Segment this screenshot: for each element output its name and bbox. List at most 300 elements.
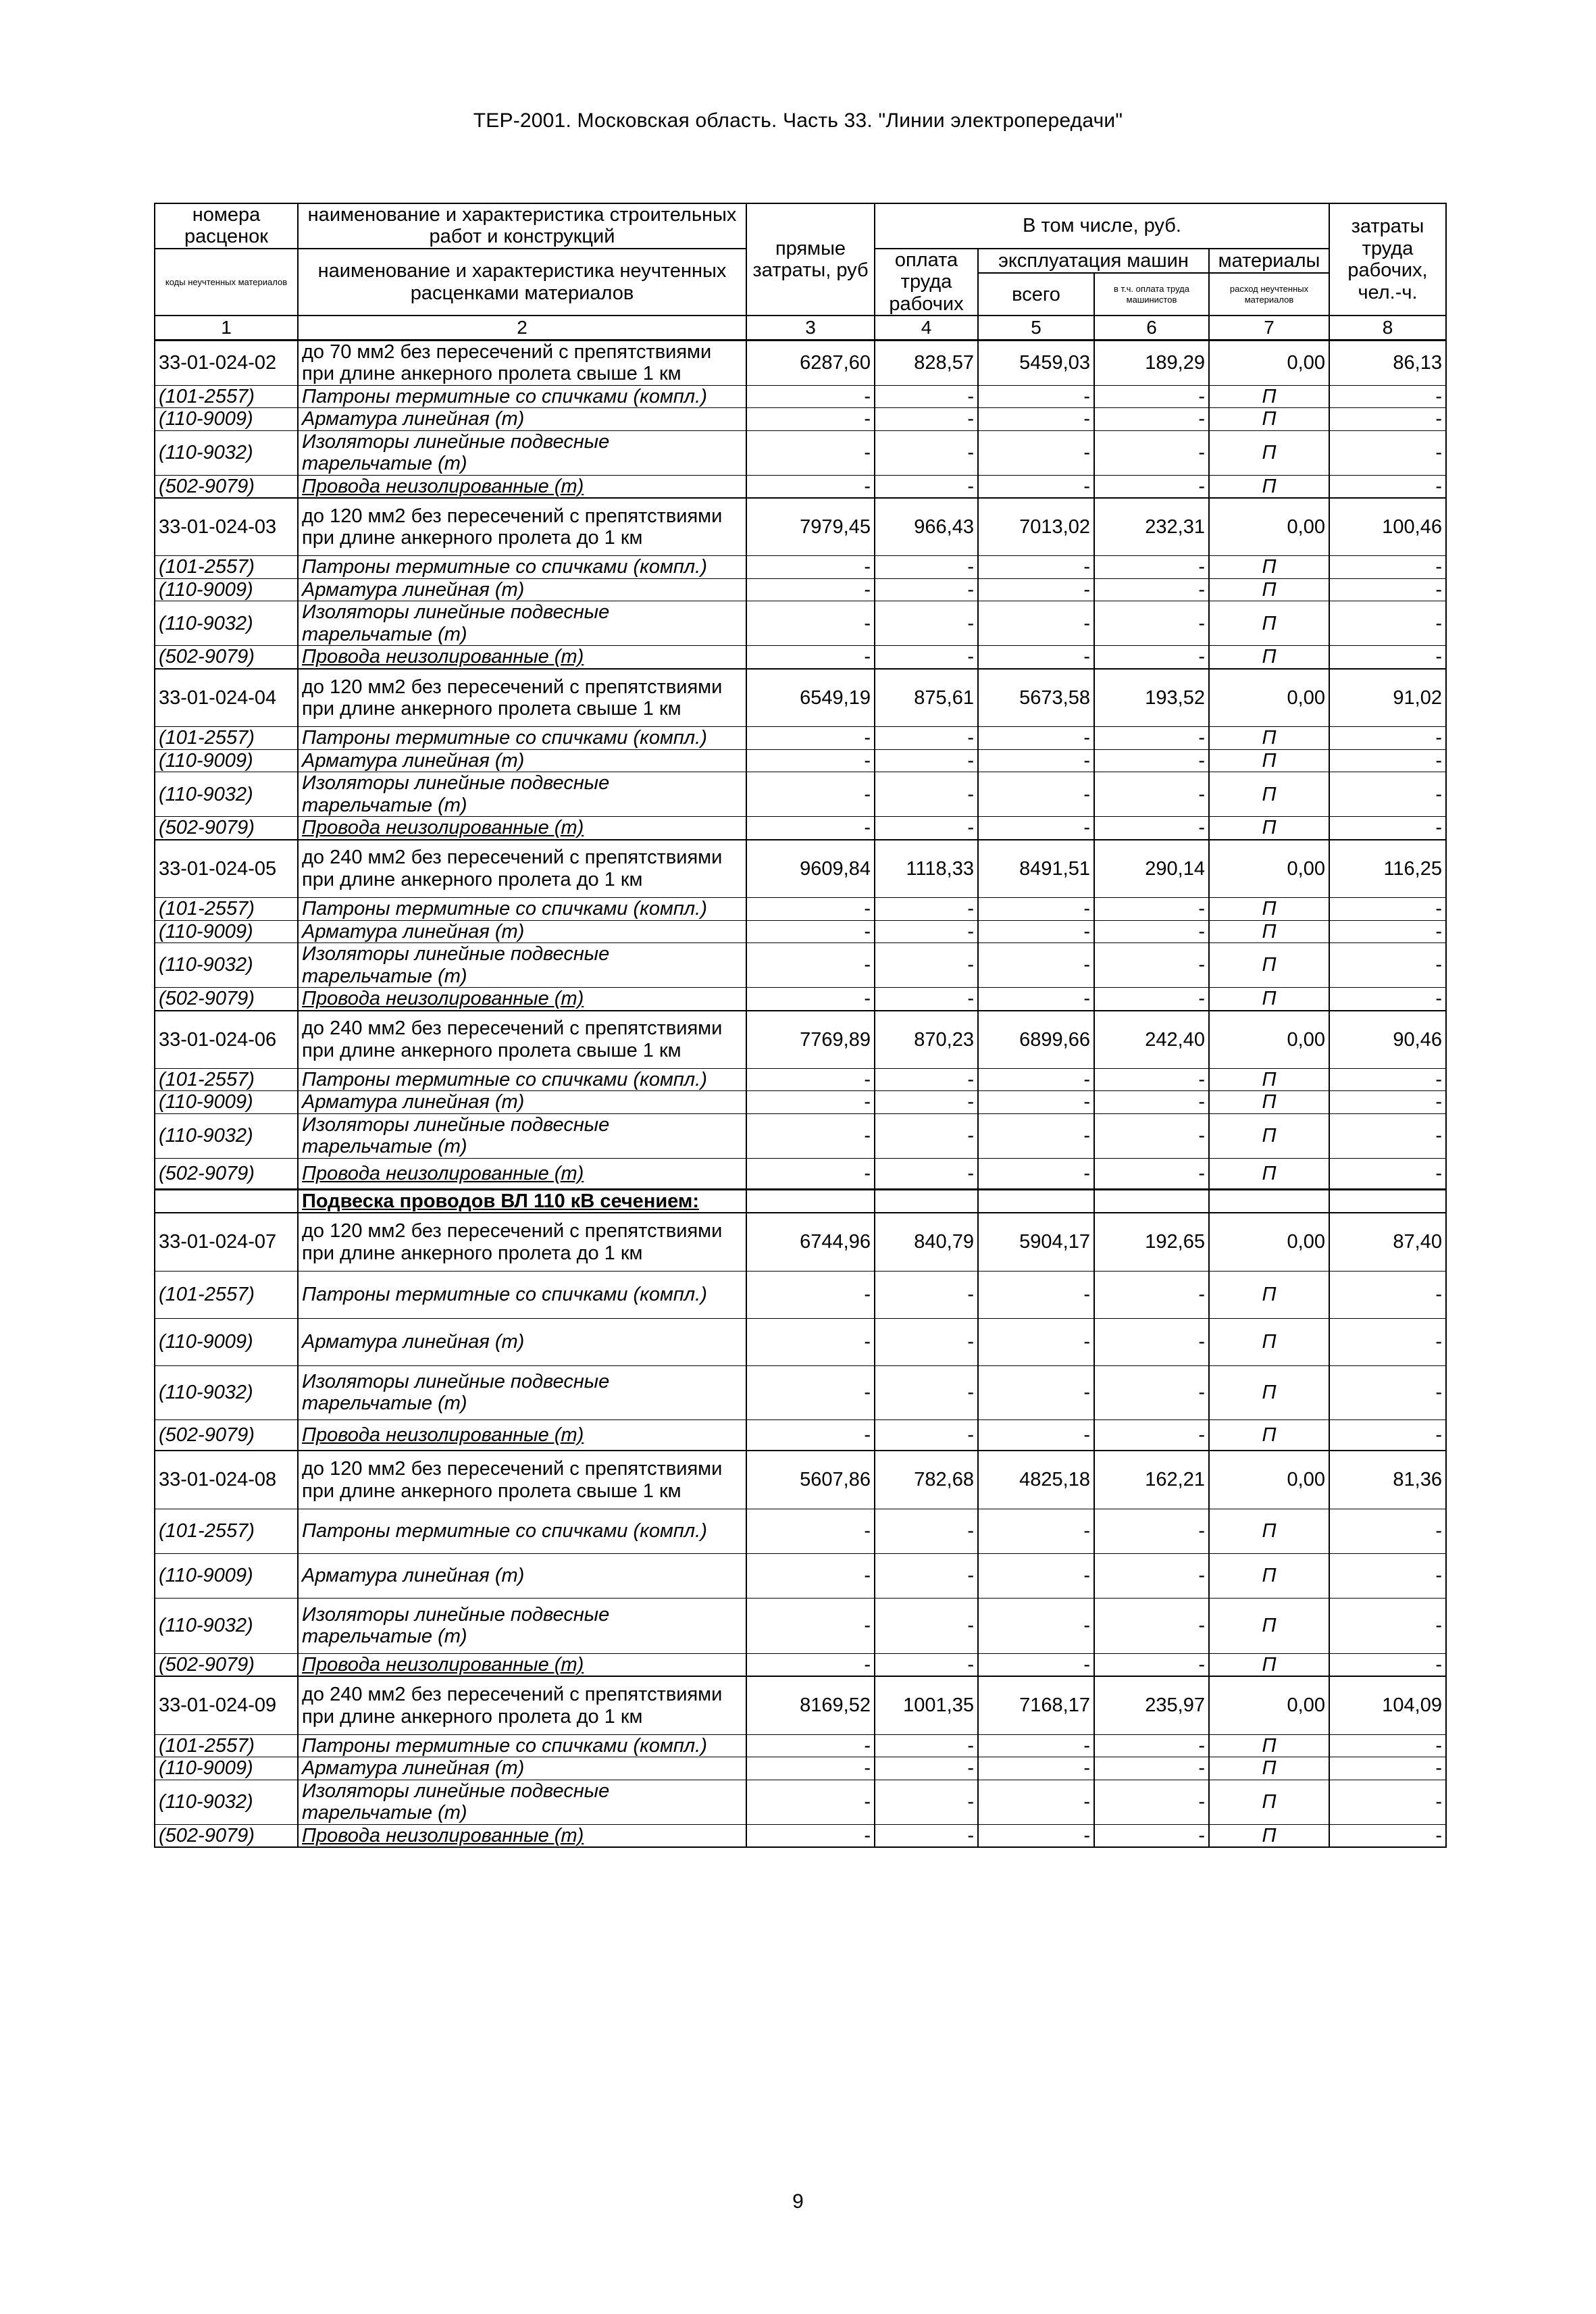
- empty-value-dash: -: [978, 1419, 1094, 1451]
- empty-value-dash: -: [978, 578, 1094, 601]
- rate-row: [155, 1213, 1446, 1271]
- direct-cost: 6287,60: [746, 340, 875, 385]
- material-name: Арматура линейная (т): [298, 1553, 746, 1598]
- empty-value-dash: -: [978, 1598, 1094, 1653]
- empty-value-dash: -: [1329, 430, 1446, 475]
- material-row: [155, 749, 1446, 772]
- material-row: [155, 1757, 1446, 1780]
- rate-row: [155, 840, 1446, 898]
- empty-value-dash: -: [1329, 1271, 1446, 1318]
- material-code: (502-9079): [155, 646, 298, 669]
- empty-value-dash: -: [1329, 1598, 1446, 1653]
- material-p-mark: П: [1209, 1780, 1329, 1824]
- col2-header: наименование и характеристика строительных работ и конструкций: [298, 203, 746, 249]
- material-row: [155, 646, 1446, 669]
- empty-value-dash: -: [746, 1318, 875, 1365]
- empty-value-dash: -: [746, 727, 875, 749]
- empty-value-dash: -: [978, 1069, 1094, 1091]
- empty-value-dash: -: [1329, 749, 1446, 772]
- material-code: (110-9032): [155, 1365, 298, 1419]
- material-name: Провода неизолированные (т): [298, 1419, 746, 1451]
- empty-value-dash: -: [746, 430, 875, 475]
- empty-value-dash: -: [1329, 1734, 1446, 1757]
- material-p-mark: П: [1209, 1318, 1329, 1365]
- empty-value-dash: -: [978, 1113, 1094, 1158]
- labor-hours: 116,25: [1329, 840, 1446, 898]
- material-row: [155, 817, 1446, 840]
- empty-value-dash: -: [746, 817, 875, 840]
- machine-cost: 8491,51: [978, 840, 1094, 898]
- material-name: Патроны термитные со спичками (компл.): [298, 556, 746, 578]
- empty-value-dash: -: [1094, 1757, 1209, 1780]
- empty-value-dash: -: [1094, 943, 1209, 988]
- empty-value-dash: -: [1329, 1318, 1446, 1365]
- col1-subheader: коды неучтенных материалов: [155, 249, 298, 316]
- empty-value-dash: -: [875, 1780, 978, 1824]
- material-code: (110-9032): [155, 1598, 298, 1653]
- empty-value-dash: -: [978, 1365, 1094, 1419]
- material-code: (502-9079): [155, 475, 298, 498]
- col-number: 6: [1094, 316, 1209, 340]
- col1-header: номера расценок: [155, 203, 298, 249]
- materials-cost: 0,00: [1209, 1213, 1329, 1271]
- section-row: [155, 1189, 1446, 1213]
- material-p-mark: П: [1209, 1091, 1329, 1113]
- empty-value-dash: -: [1329, 817, 1446, 840]
- empty-value-dash: -: [746, 920, 875, 942]
- empty-value-dash: -: [978, 1780, 1094, 1824]
- empty-value-dash: -: [978, 1757, 1094, 1780]
- col-number: 4: [875, 316, 978, 340]
- material-row: [155, 898, 1446, 920]
- col7-subheader: расход неучтенных материалов: [1209, 273, 1329, 316]
- material-name: Изоляторы линейные подвесные тарельчатые (т): [298, 772, 746, 817]
- work-description: до 120 мм2 без пересечений с препятствиями при длине анкерного пролета до 1 км: [298, 1213, 746, 1271]
- machine-operator-cost: 242,40: [1094, 1011, 1209, 1069]
- material-p-mark: П: [1209, 1598, 1329, 1653]
- work-description: до 240 мм2 без пересечений с препятствиями при длине анкерного пролета до 1 км: [298, 1676, 746, 1734]
- material-name: Патроны термитные со спичками (компл.): [298, 1509, 746, 1553]
- material-code: (101-2557): [155, 556, 298, 578]
- material-row: [155, 1158, 1446, 1189]
- rate-row: [155, 498, 1446, 556]
- breakdown-group-header: В том числе, руб.: [875, 203, 1329, 249]
- material-code: (110-9032): [155, 430, 298, 475]
- material-p-mark: П: [1209, 1419, 1329, 1451]
- material-name: Провода неизолированные (т): [298, 1653, 746, 1676]
- empty-value-dash: -: [1329, 646, 1446, 669]
- direct-cost: 7769,89: [746, 1011, 875, 1069]
- material-row: [155, 1598, 1446, 1653]
- empty-value-dash: -: [1329, 1419, 1446, 1451]
- material-row: [155, 772, 1446, 817]
- empty-value-dash: -: [1329, 1158, 1446, 1189]
- material-p-mark: П: [1209, 385, 1329, 407]
- labor-hours: 100,46: [1329, 498, 1446, 556]
- material-code: (110-9009): [155, 1553, 298, 1598]
- section-empty-cell: [746, 1189, 875, 1213]
- machine-operator-cost: 162,21: [1094, 1451, 1209, 1509]
- work-description: до 120 мм2 без пересечений с препятствиями при длине анкерного пролета до 1 км: [298, 498, 746, 556]
- empty-value-dash: -: [875, 920, 978, 942]
- empty-value-dash: -: [1329, 475, 1446, 498]
- material-name: Изоляторы линейные подвесные тарельчатые (т): [298, 1598, 746, 1653]
- material-row: [155, 1113, 1446, 1158]
- material-p-mark: П: [1209, 920, 1329, 942]
- material-row: [155, 988, 1446, 1011]
- machine-cost: 5459,03: [978, 340, 1094, 385]
- direct-cost: 5607,86: [746, 1451, 875, 1509]
- labor-cost: 1118,33: [875, 840, 978, 898]
- machine-cost: 7013,02: [978, 498, 1094, 556]
- material-code: (101-2557): [155, 727, 298, 749]
- empty-value-dash: -: [746, 1553, 875, 1598]
- empty-value-dash: -: [978, 1271, 1094, 1318]
- empty-value-dash: -: [746, 1509, 875, 1553]
- material-code: (101-2557): [155, 1271, 298, 1318]
- empty-value-dash: -: [1329, 556, 1446, 578]
- material-row: [155, 475, 1446, 498]
- work-description: до 120 мм2 без пересечений с препятствиями при длине анкерного пролета свыше 1 км: [298, 669, 746, 727]
- material-name: Арматура линейная (т): [298, 920, 746, 942]
- empty-value-dash: -: [1094, 727, 1209, 749]
- empty-value-dash: -: [1094, 578, 1209, 601]
- empty-value-dash: -: [746, 1271, 875, 1318]
- empty-value-dash: -: [746, 1653, 875, 1676]
- machine-operator-cost: 235,97: [1094, 1676, 1209, 1734]
- material-name: Изоляторы линейные подвесные тарельчатые (т): [298, 430, 746, 475]
- material-code: (502-9079): [155, 1653, 298, 1676]
- empty-value-dash: -: [1329, 920, 1446, 942]
- empty-value-dash: -: [875, 430, 978, 475]
- materials-cost: 0,00: [1209, 1011, 1329, 1069]
- labor-hours: 87,40: [1329, 1213, 1446, 1271]
- empty-value-dash: -: [978, 1824, 1094, 1847]
- empty-value-dash: -: [875, 1419, 978, 1451]
- materials-cost: 0,00: [1209, 340, 1329, 385]
- empty-value-dash: -: [1329, 727, 1446, 749]
- material-code: (110-9009): [155, 1318, 298, 1365]
- empty-value-dash: -: [978, 1509, 1094, 1553]
- material-code: (110-9009): [155, 408, 298, 430]
- empty-value-dash: -: [1094, 475, 1209, 498]
- empty-value-dash: -: [746, 749, 875, 772]
- material-p-mark: П: [1209, 898, 1329, 920]
- material-row: [155, 1069, 1446, 1091]
- material-row: [155, 1780, 1446, 1824]
- empty-value-dash: -: [1329, 408, 1446, 430]
- labor-hours: 104,09: [1329, 1676, 1446, 1734]
- material-row: [155, 430, 1446, 475]
- empty-value-dash: -: [978, 1158, 1094, 1189]
- section-empty-cell: [1329, 1189, 1446, 1213]
- material-p-mark: П: [1209, 1734, 1329, 1757]
- material-code: (110-9032): [155, 1780, 298, 1824]
- empty-value-dash: -: [1094, 1091, 1209, 1113]
- empty-value-dash: -: [1329, 1509, 1446, 1553]
- rate-row: [155, 1011, 1446, 1069]
- empty-value-dash: -: [875, 1824, 978, 1847]
- empty-value-dash: -: [1329, 1653, 1446, 1676]
- empty-value-dash: -: [1094, 1158, 1209, 1189]
- material-p-mark: П: [1209, 646, 1329, 669]
- empty-value-dash: -: [1329, 943, 1446, 988]
- material-p-mark: П: [1209, 1158, 1329, 1189]
- empty-value-dash: -: [978, 556, 1094, 578]
- labor-hours: 91,02: [1329, 669, 1446, 727]
- empty-value-dash: -: [746, 556, 875, 578]
- empty-value-dash: -: [875, 1113, 978, 1158]
- col-number: 7: [1209, 316, 1329, 340]
- empty-value-dash: -: [875, 1757, 978, 1780]
- empty-value-dash: -: [1329, 898, 1446, 920]
- material-name: Арматура линейная (т): [298, 408, 746, 430]
- empty-value-dash: -: [875, 1069, 978, 1091]
- empty-value-dash: -: [746, 988, 875, 1011]
- empty-value-dash: -: [746, 1069, 875, 1091]
- labor-cost: 828,57: [875, 340, 978, 385]
- empty-value-dash: -: [978, 1734, 1094, 1757]
- empty-value-dash: -: [875, 943, 978, 988]
- empty-value-dash: -: [746, 1365, 875, 1419]
- rate-row: [155, 1451, 1446, 1509]
- empty-value-dash: -: [978, 898, 1094, 920]
- empty-value-dash: -: [746, 475, 875, 498]
- machine-operator-cost: 290,14: [1094, 840, 1209, 898]
- machine-operator-cost: 232,31: [1094, 498, 1209, 556]
- material-code: (110-9032): [155, 1113, 298, 1158]
- empty-value-dash: -: [875, 385, 978, 407]
- empty-value-dash: -: [978, 943, 1094, 988]
- materials-cost: 0,00: [1209, 1676, 1329, 1734]
- rate-row: [155, 1676, 1446, 1734]
- empty-value-dash: -: [746, 898, 875, 920]
- empty-value-dash: -: [978, 408, 1094, 430]
- machine-cost: 6899,66: [978, 1011, 1094, 1069]
- empty-value-dash: -: [875, 1553, 978, 1598]
- material-name: Патроны термитные со спичками (компл.): [298, 385, 746, 407]
- material-code: (110-9009): [155, 578, 298, 601]
- material-code: (101-2557): [155, 1509, 298, 1553]
- section-empty-cell: [1094, 1189, 1209, 1213]
- empty-value-dash: -: [746, 1780, 875, 1824]
- col5-header: всего: [978, 273, 1094, 316]
- empty-value-dash: -: [978, 430, 1094, 475]
- material-code: (502-9079): [155, 1824, 298, 1847]
- empty-value-dash: -: [1329, 772, 1446, 817]
- empty-value-dash: -: [746, 385, 875, 407]
- empty-value-dash: -: [746, 1824, 875, 1847]
- direct-cost: 6549,19: [746, 669, 875, 727]
- material-code: (101-2557): [155, 1734, 298, 1757]
- material-name: Патроны термитные со спичками (компл.): [298, 1069, 746, 1091]
- material-row: [155, 1271, 1446, 1318]
- empty-value-dash: -: [746, 408, 875, 430]
- empty-value-dash: -: [1094, 430, 1209, 475]
- empty-value-dash: -: [978, 475, 1094, 498]
- empty-value-dash: -: [1094, 1553, 1209, 1598]
- empty-value-dash: -: [746, 772, 875, 817]
- empty-value-dash: -: [1094, 817, 1209, 840]
- work-description: до 240 мм2 без пересечений с препятствиями при длине анкерного пролета до 1 км: [298, 840, 746, 898]
- material-code: (502-9079): [155, 1419, 298, 1451]
- material-row: [155, 943, 1446, 988]
- rate-code: 33-01-024-08: [155, 1451, 298, 1509]
- empty-value-dash: -: [1094, 1419, 1209, 1451]
- empty-value-dash: -: [1094, 772, 1209, 817]
- col-number: 8: [1329, 316, 1446, 340]
- material-row: [155, 578, 1446, 601]
- rate-code: 33-01-024-07: [155, 1213, 298, 1271]
- empty-value-dash: -: [1329, 1780, 1446, 1824]
- empty-value-dash: -: [1329, 1553, 1446, 1598]
- material-name: Арматура линейная (т): [298, 749, 746, 772]
- material-row: [155, 1365, 1446, 1419]
- empty-value-dash: -: [875, 1598, 978, 1653]
- empty-value-dash: -: [746, 578, 875, 601]
- materials-cost: 0,00: [1209, 498, 1329, 556]
- labor-cost: 870,23: [875, 1011, 978, 1069]
- material-name: Арматура линейная (т): [298, 578, 746, 601]
- work-description: до 120 мм2 без пересечений с препятствиями при длине анкерного пролета свыше 1 км: [298, 1451, 746, 1509]
- col2-subheader: наименование и характеристика неучтенных расценками материалов: [298, 249, 746, 316]
- rate-row: [155, 340, 1446, 385]
- empty-value-dash: -: [1329, 1113, 1446, 1158]
- rate-code: 33-01-024-02: [155, 340, 298, 385]
- material-p-mark: П: [1209, 408, 1329, 430]
- material-row: [155, 1553, 1446, 1598]
- empty-value-dash: -: [746, 1091, 875, 1113]
- empty-value-dash: -: [978, 646, 1094, 669]
- material-code: (110-9009): [155, 749, 298, 772]
- empty-value-dash: -: [978, 1553, 1094, 1598]
- col6-header: в т.ч. оплата труда машинистов: [1094, 273, 1209, 316]
- empty-value-dash: -: [875, 1734, 978, 1757]
- machine-cost: 7168,17: [978, 1676, 1094, 1734]
- material-row: [155, 1509, 1446, 1553]
- empty-value-dash: -: [1094, 1780, 1209, 1824]
- material-row: [155, 385, 1446, 407]
- rate-code: 33-01-024-04: [155, 669, 298, 727]
- material-name: Арматура линейная (т): [298, 1318, 746, 1365]
- empty-value-dash: -: [1094, 1069, 1209, 1091]
- machine-cost: 5673,58: [978, 669, 1094, 727]
- material-p-mark: П: [1209, 749, 1329, 772]
- empty-value-dash: -: [875, 727, 978, 749]
- machine-operator-cost: 189,29: [1094, 340, 1209, 385]
- labor-cost: 840,79: [875, 1213, 978, 1271]
- direct-cost: 9609,84: [746, 840, 875, 898]
- empty-value-dash: -: [978, 1091, 1094, 1113]
- material-p-mark: П: [1209, 772, 1329, 817]
- empty-value-dash: -: [746, 1757, 875, 1780]
- material-p-mark: П: [1209, 1365, 1329, 1419]
- material-code: (110-9032): [155, 943, 298, 988]
- material-code: (110-9032): [155, 772, 298, 817]
- empty-value-dash: -: [875, 772, 978, 817]
- labor-cost: 1001,35: [875, 1676, 978, 1734]
- material-name: Патроны термитные со спичками (компл.): [298, 1271, 746, 1318]
- material-p-mark: П: [1209, 1553, 1329, 1598]
- material-p-mark: П: [1209, 578, 1329, 601]
- empty-value-dash: -: [978, 1318, 1094, 1365]
- material-p-mark: П: [1209, 943, 1329, 988]
- labor-hours: 86,13: [1329, 340, 1446, 385]
- empty-value-dash: -: [1329, 1757, 1446, 1780]
- labor-cost: 875,61: [875, 669, 978, 727]
- material-name: Изоляторы линейные подвесные тарельчатые (т): [298, 1365, 746, 1419]
- empty-value-dash: -: [1329, 1824, 1446, 1847]
- material-name: Арматура линейная (т): [298, 1091, 746, 1113]
- col3-header: прямые затраты, руб: [746, 203, 875, 316]
- empty-value-dash: -: [1094, 920, 1209, 942]
- labor-cost: 782,68: [875, 1451, 978, 1509]
- section-empty-cell: [1209, 1189, 1329, 1213]
- empty-value-dash: -: [1094, 601, 1209, 646]
- empty-value-dash: -: [875, 1318, 978, 1365]
- empty-value-dash: -: [978, 749, 1094, 772]
- material-row: [155, 556, 1446, 578]
- section-title: Подвеска проводов ВЛ 110 кВ сечением:: [298, 1189, 746, 1213]
- page-header: ТЕР-2001. Московская область. Часть 33. "Линии электропередачи": [473, 109, 1123, 132]
- material-name: Изоляторы линейные подвесные тарельчатые (т): [298, 943, 746, 988]
- materials-cost: 0,00: [1209, 1451, 1329, 1509]
- empty-value-dash: -: [746, 1419, 875, 1451]
- material-row: [155, 408, 1446, 430]
- material-name: Провода неизолированные (т): [298, 988, 746, 1011]
- material-name: Изоляторы линейные подвесные тарельчатые (т): [298, 1113, 746, 1158]
- labor-hours: 90,46: [1329, 1011, 1446, 1069]
- material-name: Провода неизолированные (т): [298, 646, 746, 669]
- col-number: 5: [978, 316, 1094, 340]
- empty-value-dash: -: [1094, 385, 1209, 407]
- material-p-mark: П: [1209, 1509, 1329, 1553]
- material-p-mark: П: [1209, 1271, 1329, 1318]
- material-name: Арматура линейная (т): [298, 1757, 746, 1780]
- material-row: [155, 601, 1446, 646]
- material-code: (502-9079): [155, 817, 298, 840]
- section-empty-cell: [155, 1189, 298, 1213]
- empty-value-dash: -: [875, 475, 978, 498]
- col7-header: материалы: [1209, 249, 1329, 273]
- empty-value-dash: -: [1094, 408, 1209, 430]
- empty-value-dash: -: [1094, 646, 1209, 669]
- col-number: 3: [746, 316, 875, 340]
- material-row: [155, 1653, 1446, 1676]
- material-name: Патроны термитные со спичками (компл.): [298, 1734, 746, 1757]
- empty-value-dash: -: [1329, 988, 1446, 1011]
- material-code: (502-9079): [155, 988, 298, 1011]
- material-name: Провода неизолированные (т): [298, 475, 746, 498]
- material-p-mark: П: [1209, 430, 1329, 475]
- empty-value-dash: -: [875, 1271, 978, 1318]
- empty-value-dash: -: [746, 943, 875, 988]
- page-number: 9: [792, 2190, 804, 2213]
- machine-operator-cost: 193,52: [1094, 669, 1209, 727]
- empty-value-dash: -: [1094, 1271, 1209, 1318]
- empty-value-dash: -: [1329, 385, 1446, 407]
- empty-value-dash: -: [1329, 601, 1446, 646]
- empty-value-dash: -: [1329, 1365, 1446, 1419]
- material-code: (110-9032): [155, 601, 298, 646]
- empty-value-dash: -: [746, 601, 875, 646]
- empty-value-dash: -: [746, 646, 875, 669]
- material-p-mark: П: [1209, 556, 1329, 578]
- material-p-mark: П: [1209, 1069, 1329, 1091]
- machine-cost: 5904,17: [978, 1213, 1094, 1271]
- labor-cost: 966,43: [875, 498, 978, 556]
- empty-value-dash: -: [978, 772, 1094, 817]
